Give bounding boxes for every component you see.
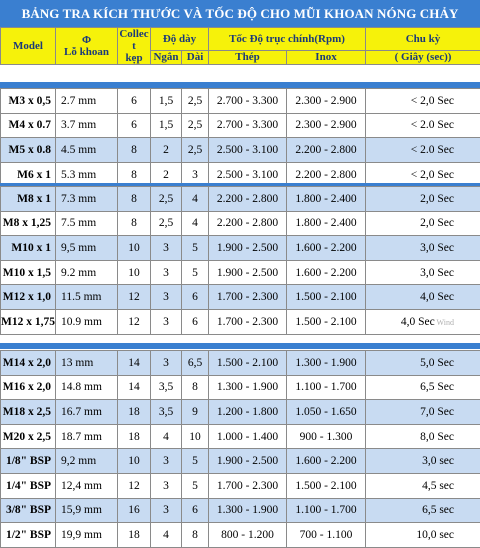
cell-short: 3 (151, 498, 182, 523)
cell-long: 4 (182, 211, 209, 236)
cell-long: 2,5 (182, 113, 209, 138)
cell-steel-rpm: 2.200 - 2.800 (209, 187, 287, 212)
cell-diameter: 7.3 mm (56, 187, 118, 212)
table-row (1, 89, 480, 114)
cell-steel-rpm: 1.900 - 2.500 (209, 449, 287, 474)
cell-short: 3 (151, 449, 182, 474)
cell-long: 4 (182, 187, 209, 212)
cell-cycle: 6,5 Sec (366, 375, 480, 400)
cell-model: 1/4" BSP (1, 473, 56, 498)
table-row (1, 449, 480, 474)
collet-label-line1: Collec (118, 28, 150, 40)
cell-model: 3/8" BSP (1, 498, 56, 523)
cell-cycle: 3,0 sec (366, 449, 480, 474)
cell-cycle: 5,0 Sec (366, 351, 480, 376)
cell-model: M10 x 1 (1, 236, 56, 261)
cell-steel-rpm: 1.200 - 1.800 (209, 400, 287, 425)
cell-model: M6 x 1 (1, 162, 56, 187)
cell-inox-rpm: 1.100 - 1.700 (287, 375, 366, 400)
cell-steel-rpm: 1.700 - 2.300 (209, 309, 287, 334)
cell-diameter: 9.2 mm (56, 260, 118, 285)
cell-long: 6 (182, 309, 209, 334)
cell-collet: 10 (118, 449, 151, 474)
watermark-text: Wind (435, 318, 454, 327)
cell-steel-rpm: 1.900 - 2.500 (209, 236, 287, 261)
cell-long: 6,5 (182, 351, 209, 376)
cell-long: 2,5 (182, 138, 209, 163)
cell-steel-rpm: 1.900 - 2.500 (209, 260, 287, 285)
table-row (1, 400, 480, 425)
collet-label-line2: t (118, 40, 150, 52)
cell-steel-rpm: 1.700 - 2.300 (209, 473, 287, 498)
cell-steel-rpm: 800 - 1.200 (209, 523, 287, 548)
table-title: BẢNG TRA KÍCH THƯỚC VÀ TỐC ĐỘ CHO MŨI KHOAN NÓNG CHẢY (0, 0, 480, 27)
cell-inox-rpm: 1.800 - 2.400 (287, 187, 366, 212)
table-row (1, 473, 480, 498)
cell-diameter: 18.7 mm (56, 424, 118, 449)
cell-model: M16 x 2,0 (1, 375, 56, 400)
cell-short: 2 (151, 138, 182, 163)
cell-short: 4 (151, 424, 182, 449)
header-short: Ngắn (151, 50, 182, 64)
cell-cycle: 3,0 Sec (366, 236, 480, 261)
cell-collet: 6 (118, 89, 151, 114)
cell-short: 3 (151, 285, 182, 310)
cell-cycle: < 2.0 Sec (366, 138, 480, 163)
table-group-2 (0, 186, 480, 335)
cell-diameter: 19,9 mm (56, 523, 118, 548)
cell-inox-rpm: 1.600 - 2.200 (287, 449, 366, 474)
cell-short: 1,5 (151, 113, 182, 138)
cell-long: 2,5 (182, 89, 209, 114)
cell-long: 10 (182, 424, 209, 449)
cell-inox-rpm: 1.300 - 1.900 (287, 351, 366, 376)
cell-collet: 12 (118, 473, 151, 498)
header-collet (118, 28, 151, 65)
cell-steel-rpm: 2.500 - 3.100 (209, 138, 287, 163)
cell-cycle: 8,0 Sec (366, 424, 480, 449)
cell-collet: 10 (118, 236, 151, 261)
cell-cycle: < 2,0 Sec (366, 162, 480, 187)
cell-collet: 8 (118, 211, 151, 236)
cell-cycle: < 2.0 Sec (366, 113, 480, 138)
cell-diameter: 13 mm (56, 351, 118, 376)
cell-diameter: 9,2 mm (56, 449, 118, 474)
cell-collet: 6 (118, 113, 151, 138)
cell-cycle: 4,0 Sec (366, 285, 480, 310)
cell-diameter: 4.5 mm (56, 138, 118, 163)
cell-inox-rpm: 2.200 - 2.800 (287, 138, 366, 163)
table-row (1, 236, 480, 261)
cell-inox-rpm: 900 - 1.300 (287, 424, 366, 449)
cell-steel-rpm: 2.500 - 3.100 (209, 162, 287, 187)
header-speed: Tốc Độ trục chính(Rpm) (209, 28, 366, 51)
cell-collet: 12 (118, 309, 151, 334)
cell-model: M18 x 2,5 (1, 400, 56, 425)
header-inox: Inox (287, 50, 366, 64)
table-row (1, 260, 480, 285)
cell-diameter: 2.7 mm (56, 89, 118, 114)
cell-steel-rpm: 2.700 - 3.300 (209, 113, 287, 138)
table-row (1, 523, 480, 548)
cell-short: 3,5 (151, 375, 182, 400)
cell-short: 3 (151, 309, 182, 334)
cell-cycle: 4,5 sec (366, 473, 480, 498)
cell-collet: 12 (118, 285, 151, 310)
cell-diameter: 12,4 mm (56, 473, 118, 498)
cell-collet: 14 (118, 351, 151, 376)
cell-cycle: < 2,0 Sec (366, 89, 480, 114)
cell-cycle: 6,5 sec (366, 498, 480, 523)
separator-band (0, 343, 480, 349)
cell-steel-rpm: 1.300 - 1.900 (209, 498, 287, 523)
cell-long: 9 (182, 400, 209, 425)
table-row (1, 309, 480, 334)
cell-short: 3,5 (151, 400, 182, 425)
cell-inox-rpm: 2.300 - 2.900 (287, 89, 366, 114)
cell-inox-rpm: 1.600 - 2.200 (287, 236, 366, 261)
header-length: Độ dày (151, 28, 209, 51)
table-row (1, 138, 480, 163)
cell-inox-rpm: 2.300 - 2.900 (287, 113, 366, 138)
cell-short: 4 (151, 523, 182, 548)
cell-long: 6 (182, 285, 209, 310)
cell-cycle: 3,0 Sec (366, 260, 480, 285)
cell-model: M14 x 2,0 (1, 351, 56, 376)
diameter-label: Lỗ khoan (56, 46, 117, 58)
cell-long: 6 (182, 498, 209, 523)
cell-short: 3 (151, 236, 182, 261)
cell-long: 8 (182, 375, 209, 400)
cell-short: 3 (151, 260, 182, 285)
cell-steel-rpm: 1.300 - 1.900 (209, 375, 287, 400)
collet-label-line3: kẹp (118, 52, 150, 64)
cell-collet: 18 (118, 400, 151, 425)
header-long: Dài (182, 50, 209, 64)
cell-steel-rpm: 2.200 - 2.800 (209, 211, 287, 236)
table-row (1, 285, 480, 310)
cell-diameter: 11.5 mm (56, 285, 118, 310)
cell-inox-rpm: 1.500 - 2.100 (287, 285, 366, 310)
cell-inox-rpm: 1.050 - 1.650 (287, 400, 366, 425)
cell-short: 3 (151, 351, 182, 376)
cell-long: 3 (182, 162, 209, 187)
cell-model: M3 x 0,5 (1, 89, 56, 114)
header-steel: Thép (209, 50, 287, 64)
table-row (1, 113, 480, 138)
cell-inox-rpm: 1.800 - 2.400 (287, 211, 366, 236)
cell-cycle: 7,0 Sec (366, 400, 480, 425)
table-row (1, 424, 480, 449)
cell-steel-rpm: 1.500 - 2.100 (209, 351, 287, 376)
table-row (1, 351, 480, 376)
header-diameter (56, 28, 118, 65)
diameter-symbol: Φ (56, 34, 117, 46)
table-group-3 (0, 350, 480, 548)
cell-short: 2 (151, 162, 182, 187)
cell-diameter: 15,9 mm (56, 498, 118, 523)
cell-cycle: 2,0 Sec (366, 187, 480, 212)
cell-long: 5 (182, 449, 209, 474)
cell-model: M12 x 1,0 (1, 285, 56, 310)
cell-model: 1/8" BSP (1, 449, 56, 474)
table-group-1 (0, 88, 480, 187)
cell-inox-rpm: 1.500 - 2.100 (287, 473, 366, 498)
cell-steel-rpm: 2.700 - 3.300 (209, 89, 287, 114)
cell-collet: 18 (118, 523, 151, 548)
cell-diameter: 10.9 mm (56, 309, 118, 334)
table-row (1, 211, 480, 236)
cell-collet: 10 (118, 260, 151, 285)
cell-long: 5 (182, 260, 209, 285)
cell-collet: 8 (118, 187, 151, 212)
cell-diameter: 3.7 mm (56, 113, 118, 138)
cell-short: 2,5 (151, 211, 182, 236)
header-cycle-unit: ( Giây (sec)) (366, 50, 480, 64)
cell-long: 5 (182, 473, 209, 498)
cell-long: 5 (182, 236, 209, 261)
cell-cycle: 2,0 Sec (366, 211, 480, 236)
table-row (1, 187, 480, 212)
cell-model: M12 x 1,75 (1, 309, 56, 334)
cell-diameter: 16.7 mm (56, 400, 118, 425)
cell-long: 8 (182, 523, 209, 548)
cell-model: 1/2" BSP (1, 523, 56, 548)
header-model: Model (1, 28, 56, 65)
cell-diameter: 14.8 mm (56, 375, 118, 400)
cell-cycle: 4,0 Sec Wind (366, 309, 480, 334)
cell-diameter: 5.3 mm (56, 162, 118, 187)
cell-collet: 16 (118, 498, 151, 523)
cell-model: M8 x 1,25 (1, 211, 56, 236)
cell-short: 3 (151, 473, 182, 498)
cell-inox-rpm: 700 - 1.100 (287, 523, 366, 548)
cell-model: M10 x 1,5 (1, 260, 56, 285)
cell-steel-rpm: 1.000 - 1.400 (209, 424, 287, 449)
cell-model: M20 x 2,5 (1, 424, 56, 449)
cell-cycle: 10,0 sec (366, 523, 480, 548)
cell-inox-rpm: 2.200 - 2.800 (287, 162, 366, 187)
cell-inox-rpm: 1.600 - 2.200 (287, 260, 366, 285)
table-header (0, 27, 480, 65)
header-cycle: Chu kỳ (366, 28, 480, 51)
cell-short: 2,5 (151, 187, 182, 212)
cell-collet: 14 (118, 375, 151, 400)
table-row (1, 375, 480, 400)
cell-short: 1,5 (151, 89, 182, 114)
cell-model: M5 x 0.8 (1, 138, 56, 163)
cell-diameter: 7.5 mm (56, 211, 118, 236)
cell-model: M4 x 0.7 (1, 113, 56, 138)
cell-diameter: 9,5 mm (56, 236, 118, 261)
cell-steel-rpm: 1.700 - 2.300 (209, 285, 287, 310)
table-row (1, 498, 480, 523)
cell-inox-rpm: 1.500 - 2.100 (287, 309, 366, 334)
cell-model: M8 x 1 (1, 187, 56, 212)
cell-collet: 18 (118, 424, 151, 449)
cell-collet: 8 (118, 162, 151, 187)
cell-inox-rpm: 1.100 - 1.700 (287, 498, 366, 523)
cell-collet: 8 (118, 138, 151, 163)
